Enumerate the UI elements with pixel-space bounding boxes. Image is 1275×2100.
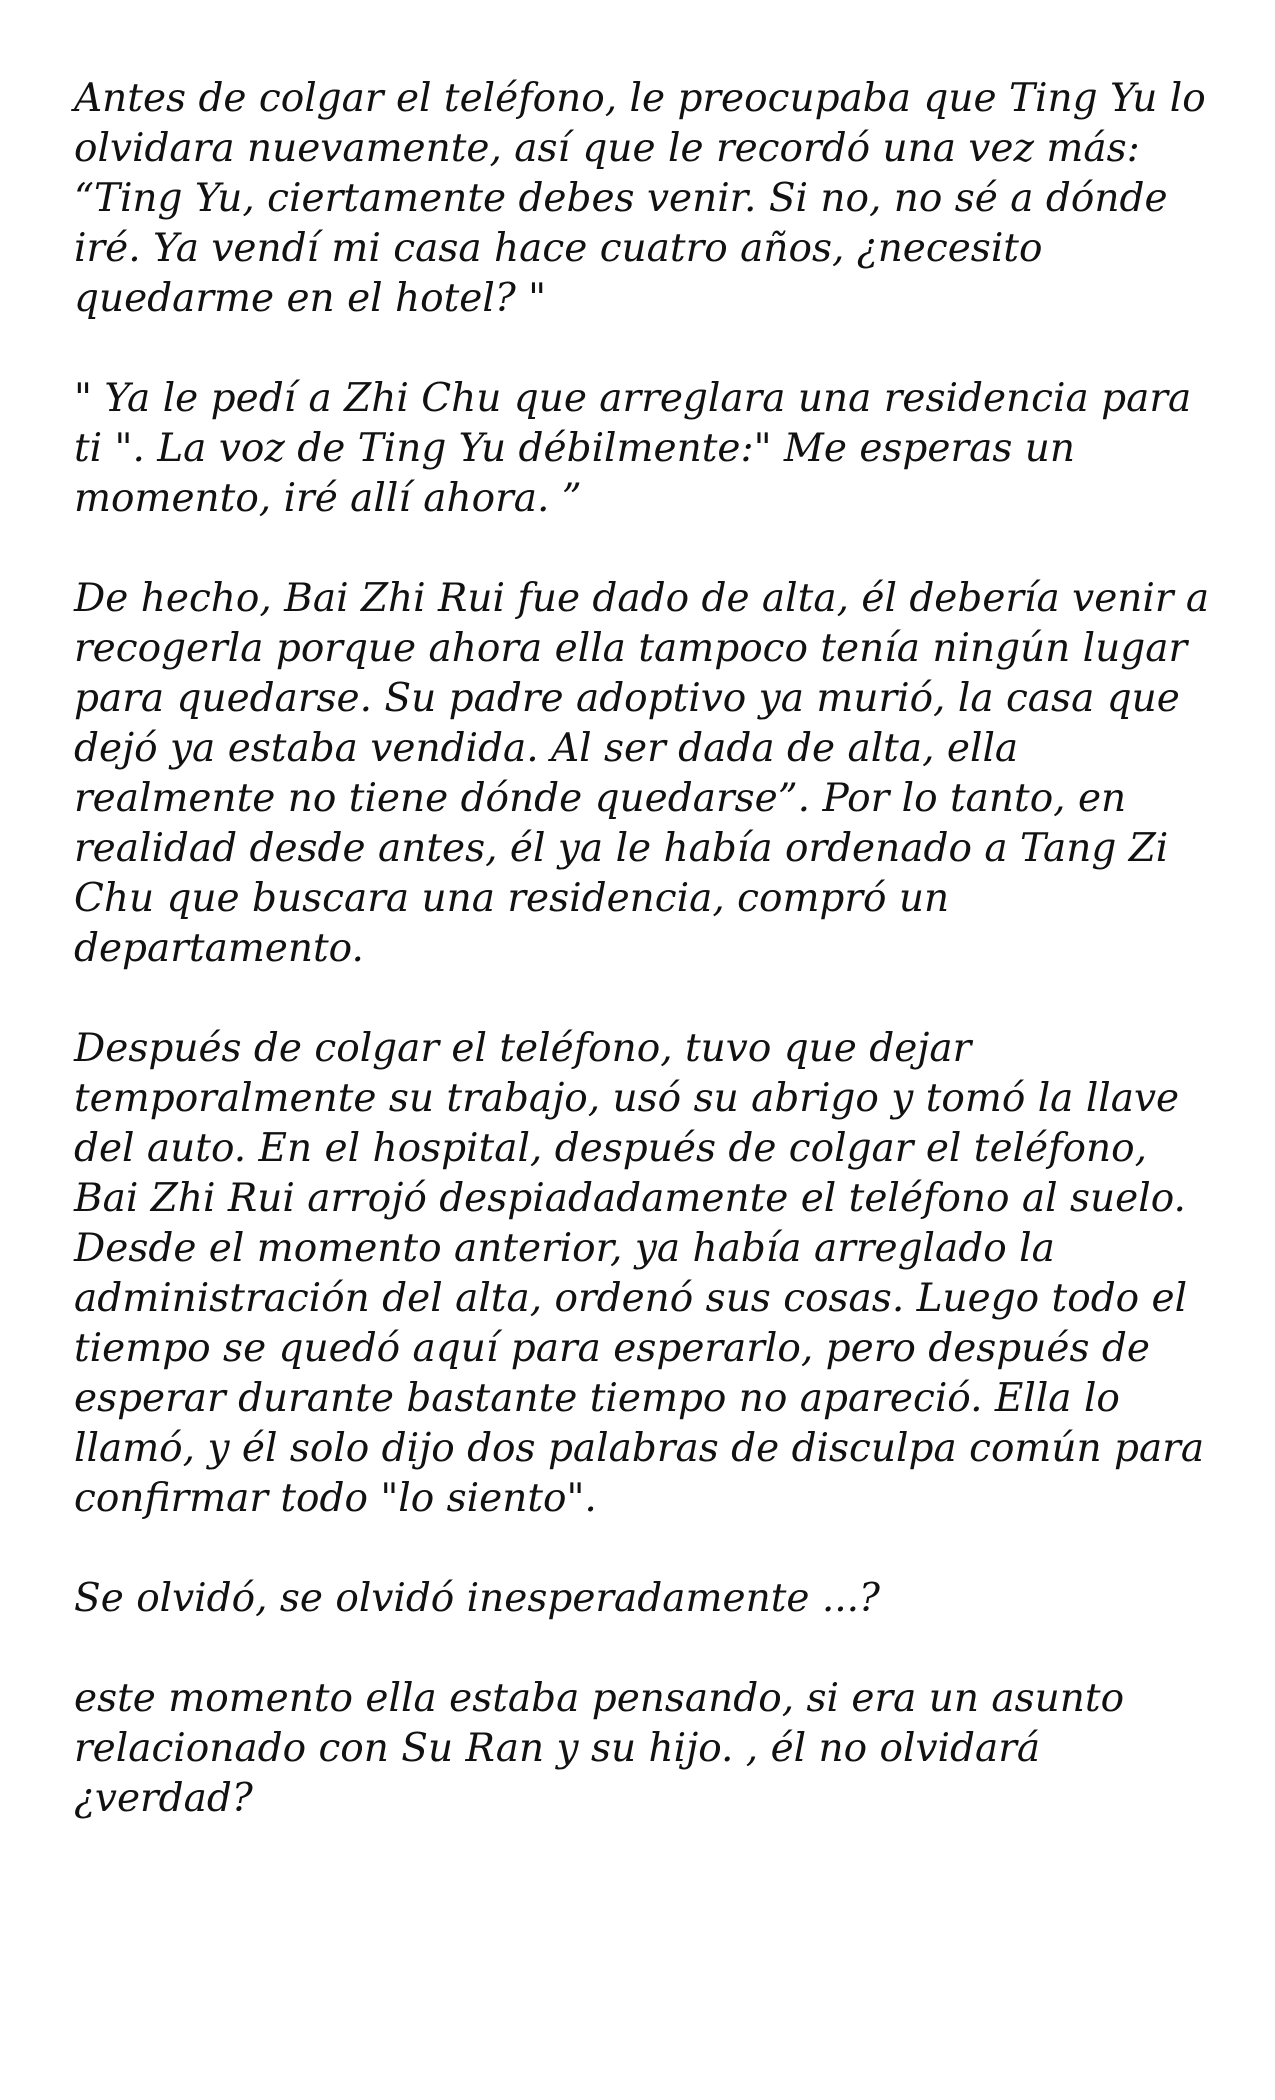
paragraph-1: Antes de colgar el teléfono, le preocupaba que Ting Yu lo olvidara nuevamente, así que le recordó una vez más: “Ting Yu, ciertamente debes venir. Si no, no sé a dónde iré. Ya vendí mi casa hace cuatro años, ¿necesito quedarme en el hotel? " [74,76,1206,321]
paragraph-6: este momento ella estaba pensando, si era un asunto relacionado con Su Ran y su hijo. , él no olvidará ¿verdad? [74,1676,1125,1821]
paragraph-3: De hecho, Bai Zhi Rui fue dado de alta, él debería venir a recogerla porque ahora ella tampoco tenía ningún lugar para quedarse. Su padre adoptivo ya murió, la casa que dejó ya estaba vendida. Al ser dada de alta, ella realmente no tiene dónde quedarse”. Por lo tanto, en realidad desde antes, él ya le había ordenado a Tang Zi Chu que buscara una residencia, compró un departamento. [74,576,1210,971]
paragraph-5: Se olvidó, se olvidó inesperadamente ...? [74,1576,880,1621]
paragraph-4: Después de colgar el teléfono, tuvo que dejar temporalmente su trabajo, usó su abrigo y tomó la llave del auto. En el hospital, después de colgar el teléfono, Bai Zhi Rui arrojó despiadadamente el teléfono al suelo. Desde el momento anterior, ya había arreglado la administración del alta, ordenó sus cosas. Luego todo el tiempo se quedó aquí para esperarlo, pero después de esperar durante bastante tiempo no apareció. Ella lo llamó, y él solo dijo dos palabras de disculpa común para confirmar todo "lo siento". [74,1026,1205,1521]
paragraph-2: " Ya le pedí a Zhi Chu que arreglara una residencia para ti ". La voz de Ting Yu débilmente:" Me esperas un momento, iré allí ahora. ” [74,376,1192,521]
